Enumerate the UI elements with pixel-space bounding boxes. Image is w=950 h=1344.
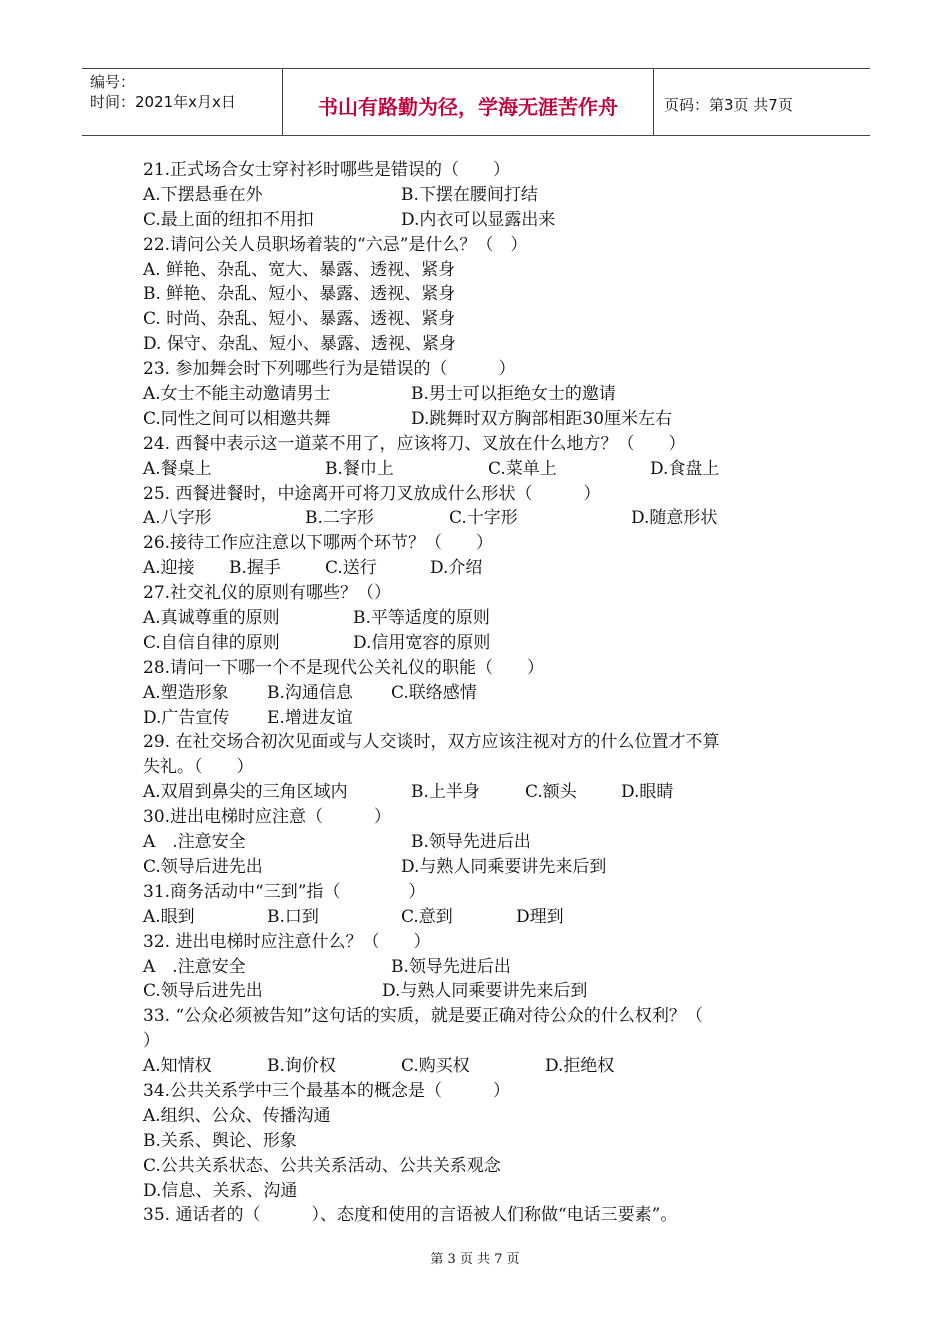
line-text: A. 鲜艳、杂乱、宽大、暴露、透视、紧身 (143, 259, 456, 280)
option-text: E.增进友谊 (267, 707, 353, 728)
text-line (143, 581, 823, 606)
line-text: D. 保守、杂乱、短小、暴露、透视、紧身 (143, 334, 456, 355)
text-line (143, 531, 823, 556)
question-list (143, 158, 823, 1228)
option-text: B.领导先进后出 (391, 956, 511, 977)
line-text: C.公共关系状态、公共关系活动、公共关系观念 (143, 1155, 501, 1176)
line-text: 29. 在社交场合初次见面或与人交谈时，双方应该注视对方的什么位置才不算 (143, 732, 720, 753)
text-line (143, 880, 823, 905)
option-text: B.二字形 (305, 508, 374, 529)
text-line (143, 805, 823, 830)
option-text: D.食盘上 (650, 458, 720, 479)
text-line (143, 755, 823, 780)
option-text: C.领导后进先出 (143, 981, 263, 1002)
text-line (143, 506, 823, 531)
line-text: 30.进出电梯时应注意（ ） (143, 807, 392, 828)
text-line (143, 282, 823, 307)
line-text: 34.公共关系学中三个最基本的概念是（ ） (143, 1080, 511, 1101)
option-text: B.下摆在腰间打结 (401, 184, 538, 205)
option-text: C.菜单上 (488, 458, 557, 479)
text-line (143, 1079, 823, 1104)
line-text: 22.请问公关人员职场着装的“六忌”是什么？（ ） (143, 234, 528, 255)
option-text: A.塑造形象 (143, 682, 229, 703)
option-text: C.最上面的纽扣不用扣 (143, 209, 314, 230)
page-number-label: 页码：第3页 共7页 (664, 96, 793, 114)
option-text: D.与熟人同乘要讲先来后到 (382, 981, 588, 1002)
line-text: 23. 参加舞会时下列哪些行为是错误的（ ） (143, 359, 516, 380)
text-line (143, 1054, 823, 1079)
text-line (143, 1129, 823, 1154)
option-text: C.购买权 (401, 1056, 470, 1077)
text-line (143, 208, 823, 233)
text-line (143, 930, 823, 955)
header-page-cell (654, 69, 870, 135)
option-text: D.介绍 (430, 558, 483, 579)
option-text: C.自信自律的原则 (143, 632, 280, 653)
option-text: D.信用宽容的原则 (353, 632, 491, 653)
option-text: D.与熟人同乘要讲先来后到 (401, 856, 607, 877)
option-text: A.真诚尊重的原则 (143, 608, 280, 629)
option-text: A .注意安全 (143, 832, 246, 853)
line-text: B.关系、舆论、形象 (143, 1130, 297, 1151)
line-text: 25. 西餐进餐时，中途离开可将刀叉放成什么形状（ ） (143, 483, 601, 504)
option-text: A.下摆悬垂在外 (143, 184, 263, 205)
line-text: 31.商务活动中“三到”指（ ） (143, 881, 426, 902)
text-line (143, 706, 823, 731)
text-line (143, 258, 823, 283)
option-text: D.跳舞时双方胸部相距30厘米左右 (411, 408, 673, 429)
text-line (143, 233, 823, 258)
text-line (143, 432, 823, 457)
option-text: D.广告宣传 (143, 707, 230, 728)
text-line (143, 457, 823, 482)
option-text: B.领导先进后出 (411, 832, 531, 853)
option-text: B.沟通信息 (267, 682, 353, 703)
text-line (143, 382, 823, 407)
text-line (143, 183, 823, 208)
line-text: 27.社交礼仪的原则有哪些？（） (143, 583, 392, 604)
option-text: B.口到 (267, 906, 319, 927)
text-line (143, 1154, 823, 1179)
header-motto-cell (283, 69, 654, 135)
text-line (143, 1004, 823, 1029)
option-text: C.送行 (325, 558, 377, 579)
motto: 书山有路勤为径，学海无涯苦作舟 (318, 95, 618, 119)
text-line (143, 656, 823, 681)
line-text: C. 时尚、杂乱、短小、暴露、透视、紧身 (143, 309, 456, 330)
date-label: 时间：2021年x月x日 (90, 93, 236, 111)
option-text: D.内衣可以显露出来 (401, 209, 556, 230)
line-text: 28.请问一下哪一个不是现代公关礼仪的职能（ ） (143, 657, 545, 678)
line-text: 失礼。（ ） (143, 757, 254, 778)
option-text: A.餐桌上 (143, 458, 212, 479)
serial-label: 编号： (90, 73, 136, 91)
header-meta-cell (82, 69, 283, 135)
option-text: A.八字形 (143, 508, 212, 529)
line-text: A.组织、公众、传播沟通 (143, 1105, 331, 1126)
option-text: C.额头 (525, 782, 577, 803)
option-text: D.眼睛 (621, 782, 674, 803)
line-text: 35. 通话者的（ ）、态度和使用的言语被人们称做“电话三要素”。 (143, 1205, 678, 1226)
option-text: A .注意安全 (143, 956, 246, 977)
option-text: A.双眉到鼻尖的三角区域内 (143, 782, 348, 803)
option-text: A.知情权 (143, 1056, 212, 1077)
text-line (143, 307, 823, 332)
option-text: D.拒绝权 (545, 1056, 615, 1077)
text-line (143, 855, 823, 880)
option-text: B.男士可以拒绝女士的邀请 (411, 384, 616, 405)
text-line (143, 1029, 823, 1054)
option-text: B.握手 (229, 558, 281, 579)
page-footer: 第 3 页 共 7 页 (430, 1252, 520, 1267)
text-line (143, 830, 823, 855)
text-line (143, 979, 823, 1004)
option-text: D理到 (516, 906, 564, 927)
line-text: 21.正式场合女士穿衬衫时哪些是错误的（ ） (143, 160, 511, 180)
option-text: C.意到 (401, 906, 453, 927)
text-line (143, 905, 823, 930)
line-text: 26.接待工作应注意以下哪两个环节？（ ） (143, 533, 494, 554)
text-line (143, 332, 823, 357)
option-text: B.询价权 (267, 1056, 336, 1077)
line-text: 24. 西餐中表示这一道菜不用了，应该将刀、叉放在什么地方？（ ） (143, 433, 686, 454)
option-text: B.餐巾上 (325, 458, 394, 479)
text-line (143, 407, 823, 432)
text-line (143, 780, 823, 805)
text-line (143, 482, 823, 507)
line-text: D.信息、关系、沟通 (143, 1180, 298, 1201)
option-text: D.随意形状 (631, 508, 718, 529)
option-text: A.女士不能主动邀请男士 (143, 384, 331, 405)
line-text: 33. “公众必须被告知”这句话的实质，就是要正确对待公众的什么权利？（ (143, 1006, 703, 1027)
option-text: A.眼到 (143, 906, 195, 927)
option-text: A.迎接 (143, 558, 195, 579)
line-text: B. 鲜艳、杂乱、短小、暴露、透视、紧身 (143, 284, 456, 305)
text-line (143, 158, 823, 183)
text-line (143, 955, 823, 980)
text-line (143, 1179, 823, 1204)
option-text: C.同性之间可以相邀共舞 (143, 408, 331, 429)
option-text: B.平等适度的原则 (353, 608, 490, 629)
option-text: B.上半身 (411, 782, 480, 803)
text-line (143, 1203, 823, 1228)
text-line (143, 631, 823, 656)
text-line (143, 556, 823, 581)
line-text: 32. 进出电梯时应注意什么？（ ） (143, 931, 431, 952)
line-text: ） (143, 1031, 160, 1052)
option-text: C.十字形 (449, 508, 518, 529)
text-line (143, 606, 823, 631)
option-text: C.联络感情 (391, 682, 477, 703)
text-line (143, 681, 823, 706)
option-text: C.领导后进先出 (143, 856, 263, 877)
page-header (82, 68, 870, 136)
text-line (143, 730, 823, 755)
text-line (143, 1104, 823, 1129)
text-line (143, 357, 823, 382)
